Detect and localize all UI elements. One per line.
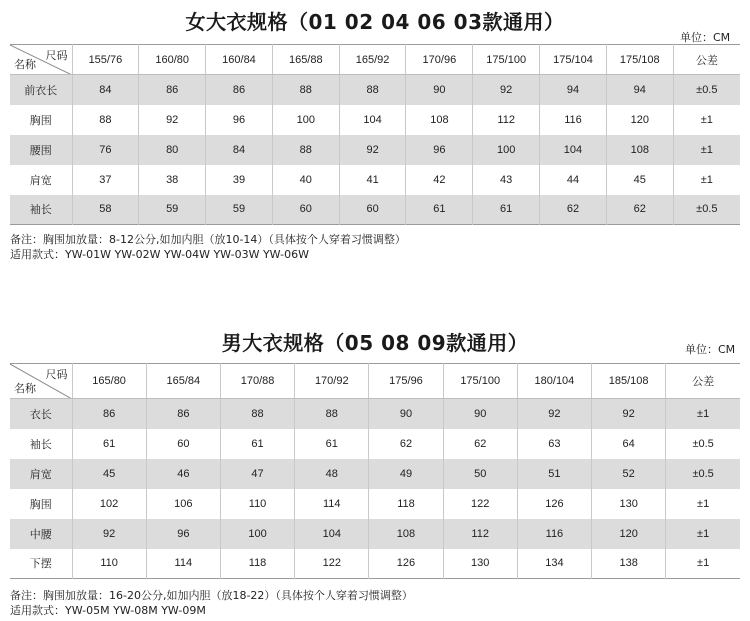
measurement-value-cell: 88 <box>272 135 339 165</box>
measurement-value-cell: 84 <box>206 135 273 165</box>
measurement-value-cell: 76 <box>72 135 139 165</box>
size-header-cell: 165/84 <box>146 364 220 399</box>
size-header-cell: 165/92 <box>339 45 406 75</box>
measurement-value-cell: 90 <box>369 399 443 429</box>
measurement-value-cell: 126 <box>369 549 443 579</box>
measurement-value-cell: 130 <box>443 549 517 579</box>
measurement-value-cell: 114 <box>295 489 369 519</box>
table-row <box>10 459 740 489</box>
measurement-value-cell: 88 <box>220 399 294 429</box>
measurement-value-cell: 92 <box>517 399 591 429</box>
measurement-value-cell: 110 <box>220 489 294 519</box>
measurement-value-cell: 61 <box>295 429 369 459</box>
measurement-value-cell: 86 <box>72 399 146 429</box>
men-table-title: 男大衣规格（05 08 09款通用） <box>221 331 529 355</box>
women-note: 备注：胸围加放量：8-12公分,如加内胆（放10-14）（具体按个人穿着习惯调整） <box>10 233 406 246</box>
table-row <box>10 135 740 165</box>
measurement-value-cell: 64 <box>592 429 666 459</box>
measurement-value-cell: 61 <box>220 429 294 459</box>
size-header-cell: 165/80 <box>72 364 146 399</box>
measurement-name-cell: 下摆 <box>10 549 72 579</box>
measurement-value-cell: 60 <box>339 195 406 225</box>
measurement-value-cell: 96 <box>206 105 273 135</box>
corner-header-cell <box>10 364 72 399</box>
measurement-value-cell: 108 <box>369 519 443 549</box>
measurement-value-cell: 110 <box>72 549 146 579</box>
measurement-value-cell: 62 <box>443 429 517 459</box>
tolerance-header-cell: 公差 <box>666 364 740 399</box>
measurement-value-cell: 62 <box>540 195 607 225</box>
measurement-value-cell: 39 <box>206 165 273 195</box>
men-applicable-styles: 适用款式：YW-05M YW-08M YW-09M <box>10 604 206 617</box>
measurement-value-cell: 59 <box>206 195 273 225</box>
measurement-value-cell: 96 <box>406 135 473 165</box>
table-row <box>10 165 740 195</box>
measurement-value-cell: 120 <box>592 519 666 549</box>
measurement-value-cell: 122 <box>443 489 517 519</box>
measurement-value-cell: 63 <box>517 429 591 459</box>
table-row <box>10 549 740 579</box>
tolerance-cell: ±1 <box>697 557 710 570</box>
measurement-value-cell: 37 <box>72 165 139 195</box>
measurement-value-cell: 92 <box>72 519 146 549</box>
corner-size-label: 尺码 <box>45 50 68 62</box>
measurement-value-cell: 52 <box>592 459 666 489</box>
size-header-cell: 175/100 <box>443 364 517 399</box>
corner-name-label: 名称 <box>14 383 36 395</box>
measurement-value-cell: 120 <box>606 105 673 135</box>
measurement-value-cell: 45 <box>606 165 673 195</box>
tolerance-cell: ±1 <box>700 113 713 126</box>
tolerance-header-cell: 公差 <box>673 45 740 75</box>
measurement-name-cell: 中腰 <box>10 519 72 549</box>
measurement-name-cell: 腰围 <box>10 135 72 165</box>
men-note: 备注：胸围加放量：16-20公分,如加内胆（放18-22）（具体按个人穿着习惯调整） <box>10 589 413 602</box>
measurement-value-cell: 94 <box>606 75 673 105</box>
measurement-value-cell: 92 <box>339 135 406 165</box>
measurement-value-cell: 46 <box>146 459 220 489</box>
measurement-value-cell: 138 <box>592 549 666 579</box>
measurement-value-cell: 49 <box>369 459 443 489</box>
measurement-value-cell: 90 <box>443 399 517 429</box>
women-size-table <box>10 44 740 225</box>
corner-header-cell <box>10 45 72 75</box>
measurement-value-cell: 86 <box>139 75 206 105</box>
measurement-value-cell: 88 <box>272 75 339 105</box>
women-applicable-styles: 适用款式：YW-01W YW-02W YW-04W YW-03W YW-06W <box>10 248 309 261</box>
measurement-value-cell: 88 <box>295 399 369 429</box>
table-row <box>10 105 740 135</box>
measurement-name-cell: 前衣长 <box>10 75 72 105</box>
size-header-cell: 180/104 <box>517 364 591 399</box>
table-row <box>10 399 740 429</box>
size-header-cell: 170/88 <box>220 364 294 399</box>
women-unit-label: 单位：CM <box>680 31 731 44</box>
measurement-value-cell: 44 <box>540 165 607 195</box>
measurement-value-cell: 116 <box>540 105 607 135</box>
measurement-value-cell: 59 <box>139 195 206 225</box>
measurement-name-cell: 袖长 <box>10 429 72 459</box>
measurement-value-cell: 80 <box>139 135 206 165</box>
size-header-cell: 165/88 <box>272 45 339 75</box>
measurement-value-cell: 61 <box>473 195 540 225</box>
table-row <box>10 429 740 459</box>
measurement-name-cell: 肩宽 <box>10 459 72 489</box>
men-size-table <box>10 363 740 579</box>
measurement-value-cell: 106 <box>146 489 220 519</box>
measurement-value-cell: 112 <box>473 105 540 135</box>
measurement-value-cell: 90 <box>406 75 473 105</box>
measurement-value-cell: 104 <box>540 135 607 165</box>
measurement-value-cell: 38 <box>139 165 206 195</box>
measurement-value-cell: 48 <box>295 459 369 489</box>
measurement-value-cell: 122 <box>295 549 369 579</box>
measurement-value-cell: 100 <box>272 105 339 135</box>
measurement-value-cell: 51 <box>517 459 591 489</box>
size-header-cell: 175/100 <box>473 45 540 75</box>
measurement-value-cell: 108 <box>406 105 473 135</box>
measurement-value-cell: 104 <box>339 105 406 135</box>
measurement-value-cell: 102 <box>72 489 146 519</box>
size-header-cell: 175/96 <box>369 364 443 399</box>
measurement-value-cell: 114 <box>146 549 220 579</box>
measurement-value-cell: 86 <box>146 399 220 429</box>
corner-size-label: 尺码 <box>45 369 68 381</box>
measurement-name-cell: 胸围 <box>10 105 72 135</box>
measurement-value-cell: 84 <box>72 75 139 105</box>
measurement-value-cell: 126 <box>517 489 591 519</box>
tolerance-cell: ±1 <box>697 497 710 510</box>
tolerance-cell: ±1 <box>666 519 740 549</box>
women-table-title: 女大衣规格（01 02 04 06 03款通用） <box>185 10 565 34</box>
measurement-value-cell: 41 <box>339 165 406 195</box>
measurement-name-cell: 衣长 <box>10 399 72 429</box>
tolerance-cell: ±0.5 <box>692 437 714 450</box>
size-header-cell: 175/108 <box>606 45 673 75</box>
measurement-value-cell: 58 <box>72 195 139 225</box>
measurement-value-cell: 47 <box>220 459 294 489</box>
measurement-value-cell: 88 <box>72 105 139 135</box>
measurement-value-cell: 92 <box>592 399 666 429</box>
measurement-name-cell: 胸围 <box>10 489 72 519</box>
size-header-cell: 155/76 <box>72 45 139 75</box>
size-header-cell: 160/80 <box>139 45 206 75</box>
measurement-value-cell: 50 <box>443 459 517 489</box>
tolerance-cell: ±1 <box>673 135 740 165</box>
tolerance-cell: ±0.5 <box>666 459 740 489</box>
measurement-name-cell: 袖长 <box>10 195 72 225</box>
measurement-value-cell: 94 <box>540 75 607 105</box>
measurement-value-cell: 130 <box>592 489 666 519</box>
table-row <box>10 489 740 519</box>
measurement-value-cell: 61 <box>406 195 473 225</box>
table-header-row <box>10 45 740 75</box>
measurement-value-cell: 60 <box>272 195 339 225</box>
measurement-value-cell: 60 <box>146 429 220 459</box>
measurement-value-cell: 62 <box>369 429 443 459</box>
measurement-value-cell: 104 <box>295 519 369 549</box>
measurement-value-cell: 62 <box>606 195 673 225</box>
size-header-cell: 185/108 <box>592 364 666 399</box>
table-row <box>10 195 740 225</box>
size-header-cell: 160/84 <box>206 45 273 75</box>
tolerance-cell: ±1 <box>700 173 713 186</box>
tolerance-cell: ±0.5 <box>673 75 740 105</box>
table-row <box>10 75 740 105</box>
measurement-value-cell: 100 <box>220 519 294 549</box>
measurement-value-cell: 118 <box>369 489 443 519</box>
measurement-value-cell: 108 <box>606 135 673 165</box>
measurement-value-cell: 43 <box>473 165 540 195</box>
measurement-value-cell: 92 <box>473 75 540 105</box>
measurement-value-cell: 92 <box>139 105 206 135</box>
tolerance-cell: ±0.5 <box>673 195 740 225</box>
measurement-value-cell: 88 <box>339 75 406 105</box>
measurement-value-cell: 42 <box>406 165 473 195</box>
measurement-value-cell: 134 <box>517 549 591 579</box>
measurement-name-cell: 肩宽 <box>10 165 72 195</box>
measurement-value-cell: 86 <box>206 75 273 105</box>
size-header-cell: 170/92 <box>295 364 369 399</box>
measurement-value-cell: 118 <box>220 549 294 579</box>
measurement-value-cell: 96 <box>146 519 220 549</box>
measurement-value-cell: 61 <box>72 429 146 459</box>
size-header-cell: 175/104 <box>540 45 607 75</box>
table-header-row <box>10 364 740 399</box>
measurement-value-cell: 116 <box>517 519 591 549</box>
measurement-value-cell: 112 <box>443 519 517 549</box>
size-header-cell: 170/96 <box>406 45 473 75</box>
men-unit-label: 单位：CM <box>685 343 736 356</box>
corner-name-label: 名称 <box>14 59 36 71</box>
measurement-value-cell: 40 <box>272 165 339 195</box>
measurement-value-cell: 100 <box>473 135 540 165</box>
table-row <box>10 519 740 549</box>
measurement-value-cell: 45 <box>72 459 146 489</box>
tolerance-cell: ±1 <box>666 399 740 429</box>
